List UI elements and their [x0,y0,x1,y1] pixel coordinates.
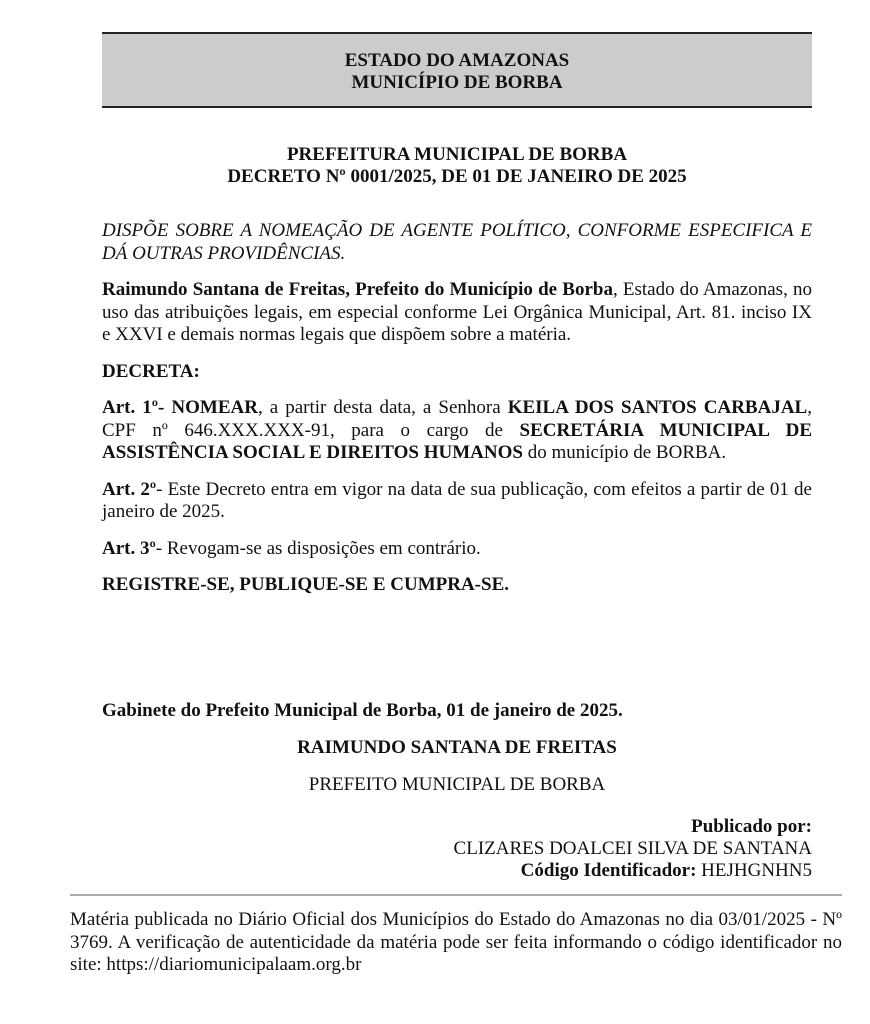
article-1-text-c: do município de BORBA. [522,442,727,463]
article-3 [102,538,812,561]
state-name: ESTADO DO AMAZONAS [344,50,570,71]
article-2-label: Art. 2º [102,478,157,500]
closing-formula [102,574,812,597]
article-1-label: Art. 1º- [102,397,165,418]
publication-info [454,816,812,882]
appointee-name: KEILA DOS SANTOS CARBAJAL [507,397,808,418]
identifier-code [454,860,812,882]
closing-formula-text: REGISTRE-SE, PUBLIQUE-SE E CUMPRA-SE. [102,574,509,595]
appointed-position: SECRETÁRIA MUNICIPAL DE ASSISTÊNCIA SOCIAL E DIREITOS HUMANOS [102,419,812,463]
article-1-text-b: , CPF nº 646.XXX.XXX-91, para o cargo de [102,397,812,441]
decree-body [102,220,812,611]
decreta-label [102,361,812,384]
signature-block [102,700,812,796]
place-date: Gabinete do Prefeito Municipal de Borba, 01 de janeiro de 2025. [102,700,623,721]
municipality-name: MUNICÍPIO DE BORBA [351,72,563,93]
published-by-name: CLIZARES DOALCEI SILVA DE SANTANA [453,838,812,859]
article-1-text-a: , a partir desta data, a Senhora [257,397,508,418]
signer-name: RAIMUNDO SANTANA DE FREITAS [297,737,617,758]
article-2 [102,479,812,524]
article-3-text: - Revogam-se as disposições em contrário. [155,537,481,559]
article-1-verb: NOMEAR [164,397,258,418]
preamble-text: , Estado do Amazonas, no uso das atribuições legais, em especial conforme Lei Orgânica Municipal, Art. 81. inciso IX e XXVI e demais normas legais que dispõem sobre a matéria. [102,279,812,345]
footer-divider [70,894,842,896]
decree-number-title: DECRETO Nº 0001/2025, DE 01 DE JANEIRO DE 2025 [227,166,687,187]
ementa: DISPÕE SOBRE A NOMEAÇÃO DE AGENTE POLÍTICO, CONFORME ESPECIFICA E DÁ OUTRAS PROVIDÊNCIAS. [102,220,812,264]
decreta-heading: DECRETA: [102,360,200,382]
preamble-authority: Raimundo Santana de Freitas, Prefeito do Município de Borba [102,279,613,300]
preamble [102,279,812,347]
signer-role: PREFEITO MUNICIPAL DE BORBA [308,774,606,795]
decree-title-block [102,144,812,188]
article-2-text: - Este Decreto entra em vigor na data de sua publicação, com efeitos a partir de 01 de janeiro de 2025. [102,478,812,522]
issuer-title: PREFEITURA MUNICIPAL DE BORBA [286,144,628,165]
identifier-code-value: HEJHGNHN5 [696,860,812,881]
article-1 [102,397,812,465]
publication-footer-note: Matéria publicada no Diário Oficial dos Municípios do Estado do Amazonas no dia 03/01/2025 - Nº 3769. A verificação de autenticidade da matéria pode ser feita informando o código identificador no site: https://diariomunicipalaam.org.br [70,909,842,975]
published-by-label: Publicado por: [691,816,812,837]
article-3-label: Art. 3º [102,537,156,559]
identifier-code-label: Código Identificador: [520,860,697,881]
state-header-box [102,32,812,108]
